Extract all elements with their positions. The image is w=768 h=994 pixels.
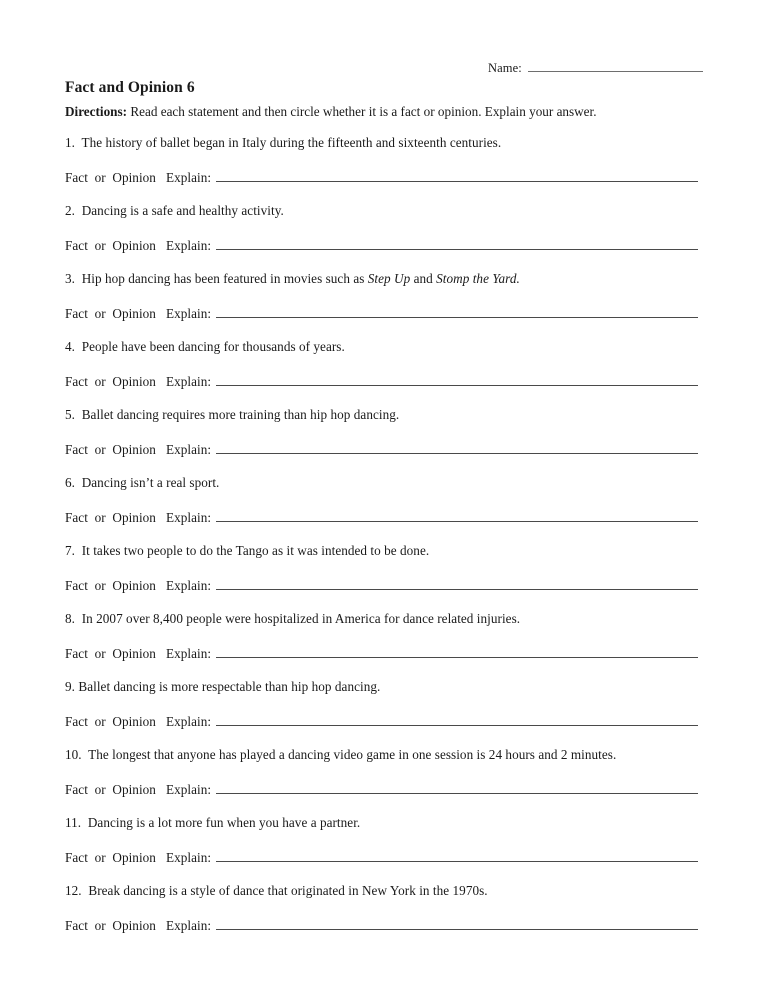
title-italic: Step Up — [367, 271, 411, 286]
fact-or-opinion-prompt[interactable]: Fact or Opinion Explain: — [65, 850, 212, 865]
answer-row — [65, 169, 698, 186]
question-text: It takes two people to do the Tango as it was intended to be done. — [81, 543, 430, 558]
question-statement — [65, 339, 345, 355]
question-number-gap — [75, 407, 82, 422]
question-number-gap — [75, 611, 82, 626]
fact-or-opinion-prompt[interactable]: Fact or Opinion Explain: — [65, 374, 212, 389]
question-statement — [65, 815, 360, 831]
question-number: 5. — [65, 407, 75, 422]
explanation-write-in-line[interactable] — [216, 917, 698, 930]
answer-row — [65, 441, 698, 458]
question-text: The history of ballet began in Italy during the fifteenth and sixteenth centuries. — [81, 135, 502, 150]
question-number: 1. — [65, 135, 75, 150]
directions — [65, 104, 705, 121]
question-text: People have been dancing for thousands of years. — [81, 339, 345, 354]
title-italic: Stomp the Yard. — [436, 271, 520, 286]
answer-row — [65, 781, 698, 798]
fact-or-opinion-prompt[interactable]: Fact or Opinion Explain: — [65, 782, 212, 797]
question-text: Hip hop dancing has been featured in movies such as — [81, 271, 368, 286]
answer-row — [65, 917, 698, 934]
fact-or-opinion-prompt[interactable]: Fact or Opinion Explain: — [65, 238, 212, 253]
answer-row — [65, 645, 698, 662]
explanation-write-in-line[interactable] — [216, 577, 698, 590]
question-number: 7. — [65, 543, 75, 558]
question-statement — [65, 883, 488, 899]
answer-row — [65, 577, 698, 594]
fact-or-opinion-prompt[interactable]: Fact or Opinion Explain: — [65, 306, 212, 321]
answer-row — [65, 849, 698, 866]
question-number: 11. — [65, 815, 82, 830]
directions-text: Read each statement and then circle whether it is a fact or opinion. Explain your answer. — [127, 104, 597, 119]
question-text: The longest that anyone has played a dancing video game in one session is 24 hours and 2 minutes. — [88, 747, 617, 762]
question-text: Ballet dancing requires more training than hip hop dancing. — [81, 407, 400, 422]
explanation-write-in-line[interactable] — [216, 373, 698, 386]
explanation-write-in-line[interactable] — [216, 849, 698, 862]
fact-or-opinion-prompt[interactable]: Fact or Opinion Explain: — [65, 646, 212, 661]
question-statement — [65, 203, 284, 219]
question-number-gap — [75, 203, 82, 218]
question-text-continued: and — [410, 271, 437, 286]
fact-or-opinion-prompt[interactable]: Fact or Opinion Explain: — [65, 442, 212, 457]
explanation-write-in-line[interactable] — [216, 509, 698, 522]
question-number: 6. — [65, 475, 75, 490]
name-write-in-line[interactable] — [528, 60, 703, 72]
question-text: Dancing isn’t a real sport. — [81, 475, 220, 490]
question-statement — [65, 543, 429, 559]
fact-or-opinion-prompt[interactable]: Fact or Opinion Explain: — [65, 510, 212, 525]
question-statement — [65, 611, 520, 627]
explanation-write-in-line[interactable] — [216, 441, 698, 454]
question-statement — [65, 679, 380, 695]
explanation-write-in-line[interactable] — [216, 237, 698, 250]
question-number: 10. — [65, 747, 82, 762]
answer-row — [65, 305, 698, 322]
answer-row — [65, 373, 698, 390]
question-text: Dancing is a safe and healthy activity. — [81, 203, 284, 218]
fact-or-opinion-prompt[interactable]: Fact or Opinion Explain: — [65, 578, 212, 593]
question-text: Break dancing is a style of dance that originated in New York in the 1970s. — [88, 883, 488, 898]
question-statement — [65, 475, 219, 491]
page-title: Fact and Opinion 6 — [65, 79, 195, 96]
fact-or-opinion-prompt[interactable]: Fact or Opinion Explain: — [65, 714, 212, 729]
explanation-write-in-line[interactable] — [216, 713, 698, 726]
name-field-row — [488, 60, 703, 76]
question-number-gap — [75, 339, 82, 354]
question-number: 8. — [65, 611, 75, 626]
explanation-write-in-line[interactable] — [216, 645, 698, 658]
question-statement — [65, 747, 616, 763]
question-text: Dancing is a lot more fun when you have a partner. — [87, 815, 361, 830]
question-number: 3. — [65, 271, 75, 286]
fact-or-opinion-prompt[interactable]: Fact or Opinion Explain: — [65, 170, 212, 185]
question-number-gap — [75, 475, 82, 490]
answer-row — [65, 713, 698, 730]
question-number: 9. — [65, 679, 75, 694]
question-statement — [65, 271, 520, 287]
question-text: In 2007 over 8,400 people were hospitalized in America for dance related injuries. — [81, 611, 521, 626]
answer-row — [65, 237, 698, 254]
explanation-write-in-line[interactable] — [216, 169, 698, 182]
question-number-gap — [81, 815, 88, 830]
question-number-gap — [75, 271, 82, 286]
directions-label: Directions: — [65, 104, 128, 119]
explanation-write-in-line[interactable] — [216, 781, 698, 794]
question-number: 4. — [65, 339, 75, 354]
question-number: 12. — [65, 883, 82, 898]
question-number-gap — [75, 543, 82, 558]
question-number: 2. — [65, 203, 75, 218]
explanation-write-in-line[interactable] — [216, 305, 698, 318]
name-label: Name: — [488, 61, 522, 75]
fact-or-opinion-prompt[interactable]: Fact or Opinion Explain: — [65, 918, 212, 933]
answer-row — [65, 509, 698, 526]
question-statement — [65, 407, 399, 423]
question-text: Ballet dancing is more respectable than hip hop dancing. — [78, 679, 381, 694]
question-statement — [65, 135, 501, 151]
